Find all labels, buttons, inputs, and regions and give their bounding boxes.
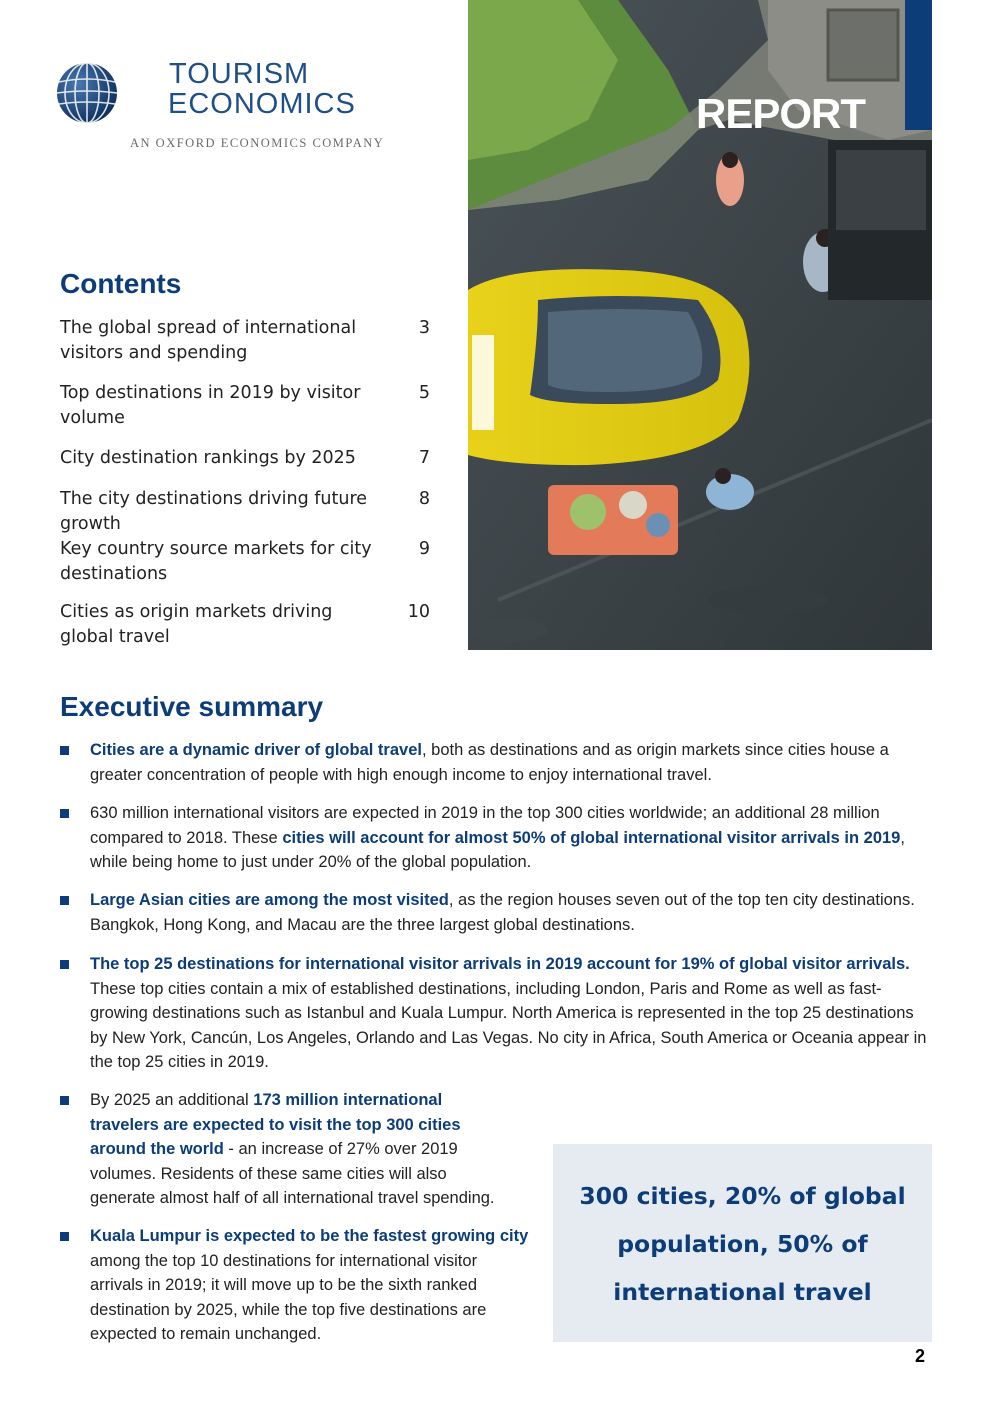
toc-item-page: 9 (418, 539, 430, 559)
bullet-square-icon (60, 960, 69, 969)
toc-item-page: 8 (418, 489, 430, 509)
accent-bar (905, 0, 932, 130)
logo-tagline: AN OXFORD ECONOMICS COMPANY (130, 136, 385, 150)
tourism-economics-logo (44, 48, 408, 158)
toc-item-title: Key country source markets for city destinations (60, 539, 372, 584)
bullet-highlight: Cities are a dynamic driver of global travel (90, 741, 422, 759)
contents-heading: Contents (60, 268, 182, 299)
bullet-square-icon (60, 896, 69, 905)
bullet-text: , both as destinations and as origin markets since cities house a greater concentration of people with high enough income to enjoy international travel. (90, 741, 889, 784)
bullet-highlight: Large Asian cities are among the most visited (90, 891, 449, 909)
bullet-square-icon (60, 1096, 69, 1105)
logo-line-1: TOURISM (169, 58, 310, 90)
toc-item-page: 10 (407, 602, 430, 622)
globe-icon (56, 62, 118, 124)
bullet-text: , while being home to just under 20% of the global population. (90, 828, 905, 871)
bullet-highlight: Kuala Lumpur is expected to be the fastest growing city (90, 1227, 529, 1245)
report-label: REPORT (696, 90, 866, 137)
toc-item-title: Top destinations in 2019 by visitor volume (60, 383, 361, 428)
toc-item-page: 5 (418, 383, 430, 403)
callout-line-2: population, 50% of (617, 1230, 868, 1258)
bullet-square-icon (60, 809, 69, 818)
toc-item-title: The city destinations driving future growth (60, 489, 368, 534)
toc-item-page: 3 (418, 318, 430, 338)
bullet-square-icon (60, 746, 69, 755)
bullet-highlight: 173 million international travelers are expected to visit the top 300 cities around the world (90, 1091, 461, 1158)
toc-item-title: The global spread of international visitors and spending (60, 318, 357, 363)
callout-line-1: 300 cities, 20% of global (579, 1182, 906, 1210)
toc-item-page: 7 (418, 448, 430, 468)
bullet-text: These top cities contain a mix of established destinations, including London, Paris and Rome as well as fast-growing destinations such as Istanbul and Kuala Lumpur. North America is represented in the top 25 destinations by New York, Cancún, Los Angeles, Orlando and Las Vegas. No city in Africa, South America or Oceania appear in the top 25 cities in 2019. (90, 979, 927, 1071)
bullet-text: among the top 10 destinations for international visitor arrivals in 2019; it will move up to be the sixth ranked destination by 2025, while the top five destinations are expected to remain unchanged. (90, 1251, 487, 1343)
callout-line-3: international travel (613, 1278, 872, 1306)
bullet-highlight: cities will account for almost 50% of global international visitor arrivals in 2019 (282, 828, 901, 847)
logo-line-2: ECONOMICS (168, 88, 356, 120)
toc-item-title: Cities as origin markets driving global travel (60, 602, 333, 647)
bullet-text: 630 million international visitors are expected in 2019 in the top 300 cities worldwide; an additional 28 million compared to 2018. These (90, 804, 880, 847)
bullet-text: By 2025 an additional (90, 1091, 254, 1109)
executive-summary-heading: Executive summary (60, 691, 324, 722)
page-number: 2 (915, 1346, 926, 1366)
bullet-text: - an increase of 27% over 2019 volumes. Residents of these same cities will also generate almost half of all international travel spending. (90, 1140, 495, 1207)
bullet-square-icon (60, 1232, 69, 1241)
bullet-highlight: The top 25 destinations for international visitor arrivals in 2019 account for 19% of global visitor arrivals. (90, 955, 910, 973)
bullet-text: , as the region houses seven out of the top ten city destinations. Bangkok, Hong Kong, and Macau are the three largest global destinations. (90, 891, 915, 934)
toc-item-title: City destination rankings by 2025 (60, 448, 356, 468)
callout-box (553, 1144, 932, 1342)
